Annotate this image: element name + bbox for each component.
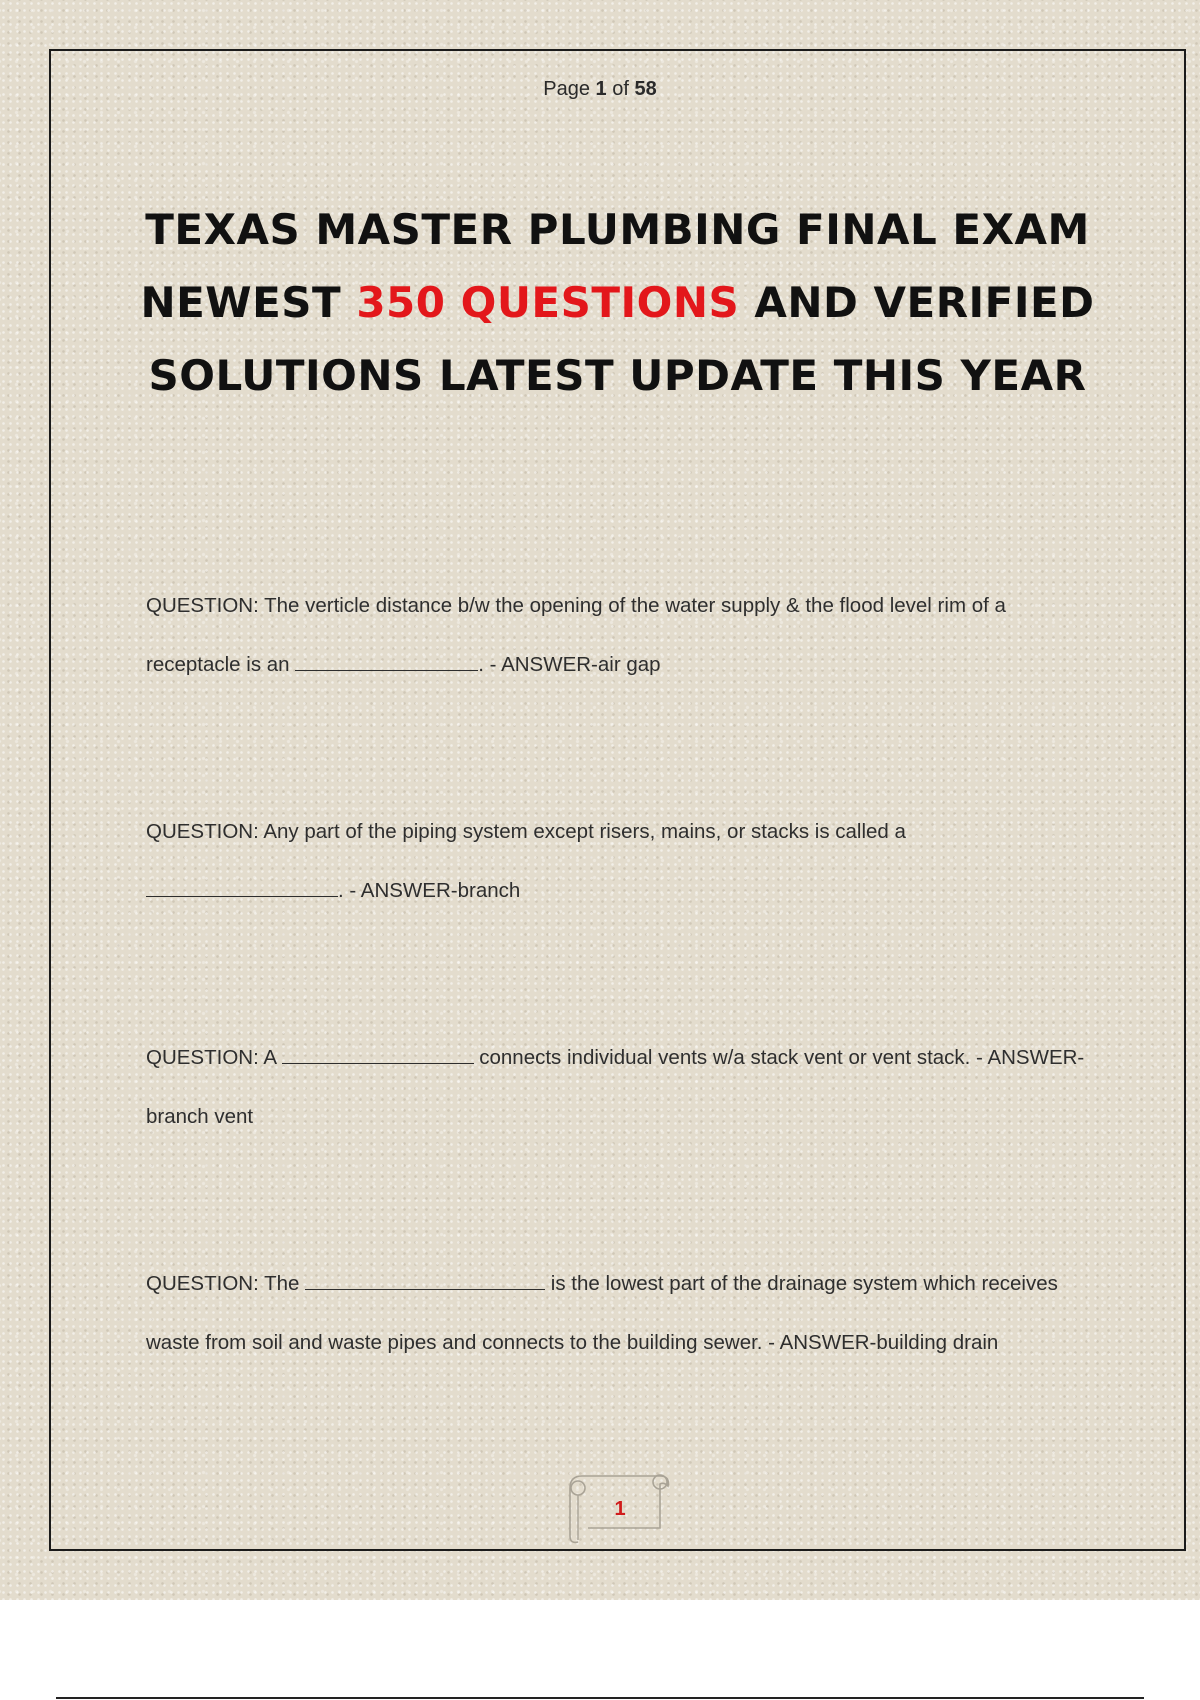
page-current: 1: [595, 78, 607, 100]
page-total: 58: [634, 78, 657, 100]
question-text: QUESTION: Any part of the piping system except risers, mains, or stacks is called a: [146, 820, 906, 843]
question-item: [146, 1028, 1086, 1146]
document-title: [140, 193, 1095, 412]
answer-text: . - ANSWER-air gap: [478, 653, 661, 676]
title-part-1: TEXAS MASTER PLUMBING FINAL EXAM NEWEST: [140, 205, 1090, 327]
footer-divider: [56, 1697, 1144, 1699]
answer-blank: [146, 876, 338, 897]
page-header: [0, 78, 1200, 101]
answer-text: is the lowest part of the drainage system which receives waste from soil and waste pipes and connects to the building sewer. - ANSWER-building drain: [146, 1272, 1058, 1354]
question-item: [146, 576, 1086, 694]
question-item: [146, 802, 1086, 920]
answer-text: connects individual vents w/a stack vent or vent stack. - ANSWER-branch vent: [146, 1046, 1085, 1128]
question-text: QUESTION: The verticle distance b/w the opening of the water supply & the flood level rim of a receptacle is an: [146, 594, 1006, 676]
page-header-of: of: [606, 78, 635, 100]
title-highlight: 350 QUESTIONS: [356, 278, 740, 327]
title-part-2: AND VERIFIED SOLUTIONS LATEST UPDATE THIS YEAR: [148, 278, 1095, 400]
answer-blank: [305, 1269, 545, 1290]
page-header-prefix: Page: [543, 78, 596, 100]
question-text: QUESTION: The: [146, 1272, 306, 1295]
question-item: [146, 1254, 1086, 1372]
answer-text: . - ANSWER-branch: [338, 879, 521, 902]
answer-blank: [282, 1043, 474, 1064]
answer-blank: [295, 650, 478, 671]
question-text: QUESTION: A: [146, 1046, 282, 1069]
page-number: 1: [614, 1498, 626, 1520]
